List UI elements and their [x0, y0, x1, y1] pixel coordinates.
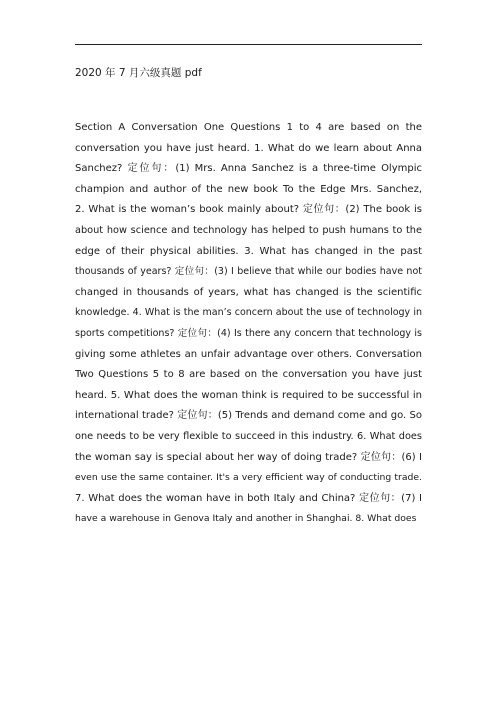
body-line: one needs to be very flexible to succeed in this industry. 6. What does [75, 430, 422, 442]
body-line: heard. 5. What does the woman think is required to be successful in [75, 389, 422, 401]
body-line: thousands of years? 定位句：(3) I believe that while our bodies have not [75, 266, 422, 278]
document-title: 2020 年 7 月六级真题 pdf [75, 67, 202, 79]
body-line: have a warehouse in Genova Italy and another in Shanghai. 8. What does [75, 513, 417, 525]
body-line: giving some athletes an unfair advantage over others. Conversation [75, 348, 422, 360]
body-line: 2. What is the woman’s book mainly about? 定位句：(2) The book is [75, 204, 422, 216]
document-body [75, 118, 422, 530]
body-line: Sanchez? 定位句：(1) Mrs. Anna Sanchez is a three-time Olympic [75, 163, 422, 175]
body-line: knowledge. 4. What is the man’s concern about the use of technology in [75, 307, 422, 319]
body-line: even use the same container. It's a very efficient way of conducting trade. [75, 472, 422, 484]
header-rule [75, 44, 422, 45]
body-line: about how science and technology has helped to push humans to the [75, 224, 422, 236]
body-line: champion and author of the new book To the Edge Mrs. Sanchez, [75, 183, 422, 195]
body-line: conversation you have just heard. 1. What do we learn about Anna [75, 142, 422, 154]
body-line: the woman say is special about her way of doing trade? 定位句：(6) I [75, 451, 422, 463]
body-line: sports competitions? 定位句：(4) Is there any concern that technology is [75, 327, 422, 339]
body-line: Two Questions 5 to 8 are based on the conversation you have just [75, 369, 422, 381]
body-line: changed in thousands of years, what has changed is the scientific [75, 286, 422, 298]
body-line: international trade? 定位句：(5) Trends and demand come and go. So [75, 410, 422, 422]
body-line: 7. What does the woman have in both Italy and China? 定位句：(7) I [75, 492, 422, 504]
body-line: Section A Conversation One Questions 1 to 4 are based on the [75, 122, 422, 133]
body-line: edge of their physical abilities. 3. What has changed in the past [75, 245, 422, 257]
